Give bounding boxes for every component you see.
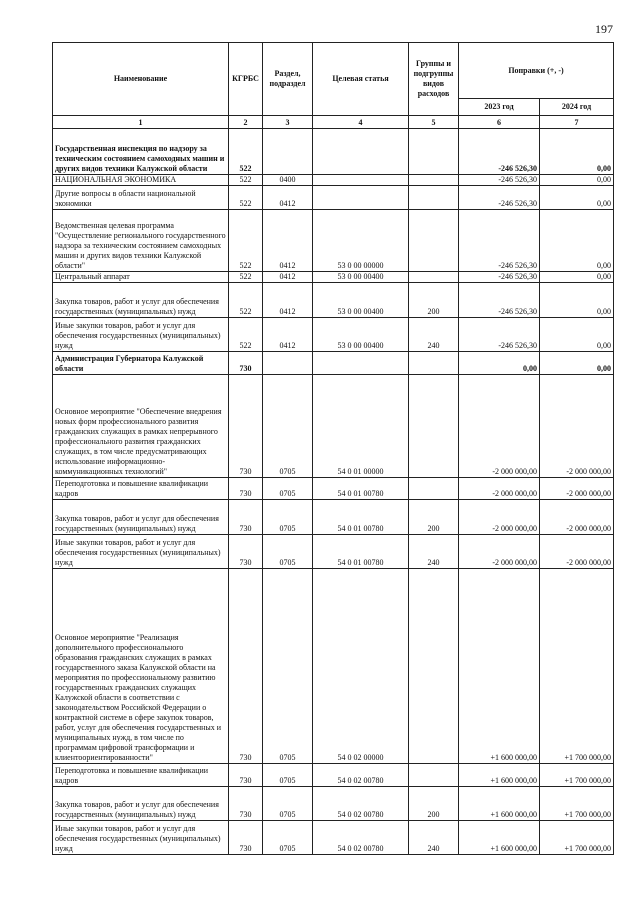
row-target-cell: 54 0 02 00780	[313, 764, 409, 787]
row-2024-cell: 0,00	[540, 129, 614, 175]
row-2023-cell: -2 000 000,00	[459, 478, 540, 500]
row-kgrbs-cell: 522	[229, 272, 263, 283]
row-target-cell: 54 0 02 00000	[313, 569, 409, 764]
row-section-cell: 0412	[263, 186, 313, 210]
row-2023-cell: +1 600 000,00	[459, 764, 540, 787]
row-name-cell: Закупка товаров, работ и услуг для обеспечения государственных (муниципальных) нужд	[53, 500, 229, 535]
row-name-cell: Иные закупки товаров, работ и услуг для обеспечения государственных (муниципальных) нужд	[53, 318, 229, 352]
row-kgrbs-cell: 522	[229, 283, 263, 318]
column-number: 1	[53, 116, 229, 129]
row-kgrbs-cell: 730	[229, 569, 263, 764]
header-name: Наименование	[53, 43, 229, 116]
row-group-cell	[409, 478, 459, 500]
row-section-cell: 0705	[263, 535, 313, 569]
row-2024-cell: +1 700 000,00	[540, 821, 614, 855]
row-name-cell: Основное мероприятие "Обеспечение внедрения новых форм профессионального развития гражданских служащих в рамках непрерывного профессионального развития гражданских служащих, в том числе предусматривающих использование информационно-коммуникационных технологий"	[53, 375, 229, 478]
row-name-cell: Другие вопросы в области национальной экономики	[53, 186, 229, 210]
row-kgrbs-cell: 522	[229, 318, 263, 352]
row-name-cell: Переподготовка и повышение квалификации кадров	[53, 478, 229, 500]
row-section-cell: 0705	[263, 500, 313, 535]
column-number: 7	[540, 116, 614, 129]
row-2023-cell: -2 000 000,00	[459, 535, 540, 569]
row-name-cell: Иные закупки товаров, работ и услуг для обеспечения государственных (муниципальных) нужд	[53, 821, 229, 855]
row-group-cell: 200	[409, 787, 459, 821]
table-row	[53, 764, 614, 787]
table-row	[53, 535, 614, 569]
row-2023-cell: -246 526,30	[459, 283, 540, 318]
row-target-cell	[313, 352, 409, 375]
row-name-cell: Центральный аппарат	[53, 272, 229, 283]
row-2024-cell: 0,00	[540, 283, 614, 318]
row-2023-cell: 0,00	[459, 352, 540, 375]
row-group-cell	[409, 129, 459, 175]
row-2024-cell: -2 000 000,00	[540, 535, 614, 569]
table-row	[53, 318, 614, 352]
row-kgrbs-cell: 730	[229, 821, 263, 855]
row-kgrbs-cell: 730	[229, 352, 263, 375]
row-section-cell: 0412	[263, 210, 313, 272]
row-name-cell: Иные закупки товаров, работ и услуг для обеспечения государственных (муниципальных) нужд	[53, 535, 229, 569]
row-target-cell: 53 0 00 00000	[313, 210, 409, 272]
table-row	[53, 500, 614, 535]
header-groups: Группы и подгруппы видов расходов	[409, 43, 459, 116]
row-target-cell: 54 0 01 00780	[313, 478, 409, 500]
table-row	[53, 210, 614, 272]
row-2023-cell: -246 526,30	[459, 186, 540, 210]
column-number: 4	[313, 116, 409, 129]
column-number: 5	[409, 116, 459, 129]
row-2023-cell: +1 600 000,00	[459, 569, 540, 764]
header-amendments: Поправки (+, -)	[459, 43, 614, 99]
budget-amendments-table	[52, 42, 614, 855]
header-year-2024: 2024 год	[540, 99, 614, 116]
row-section-cell: 0705	[263, 478, 313, 500]
row-section-cell: 0412	[263, 283, 313, 318]
table-row	[53, 129, 614, 175]
table-row	[53, 175, 614, 186]
row-2023-cell: -246 526,30	[459, 175, 540, 186]
row-kgrbs-cell: 730	[229, 478, 263, 500]
row-group-cell: 240	[409, 318, 459, 352]
page-number: 197	[595, 22, 613, 36]
table-row	[53, 821, 614, 855]
table-row	[53, 569, 614, 764]
row-name-cell: Ведомственная целевая программа "Осуществление регионального государственного надзора за техническим состоянием самоходных машин и других видов техники Калужской области"	[53, 210, 229, 272]
table-row	[53, 787, 614, 821]
row-2024-cell: 0,00	[540, 318, 614, 352]
row-target-cell: 54 0 01 00000	[313, 375, 409, 478]
row-2023-cell: -246 526,30	[459, 318, 540, 352]
row-kgrbs-cell: 522	[229, 186, 263, 210]
table-row	[53, 352, 614, 375]
row-name-cell: Основное мероприятие "Реализация дополнительного профессионального образования гражданских служащих в рамках государственного заказа Калужской области на мероприятия по профессиональному развитию государственных гражданских служащих Калужской области в соответствии с законодательством Российской Федерации о контрактной системе в сфере закупок товаров, работ, услуг для обеспечения государственных и муниципальных нужд, в том числе по программам цифровой трансформации и клиентоориентированности"	[53, 569, 229, 764]
header-target: Целевая статья	[313, 43, 409, 116]
row-target-cell: 54 0 02 00780	[313, 821, 409, 855]
header-kgrbs: КГРБС	[229, 43, 263, 116]
row-kgrbs-cell: 730	[229, 500, 263, 535]
row-target-cell: 53 0 00 00400	[313, 318, 409, 352]
row-section-cell: 0705	[263, 764, 313, 787]
row-2023-cell: +1 600 000,00	[459, 821, 540, 855]
row-2024-cell: 0,00	[540, 186, 614, 210]
table-row	[53, 186, 614, 210]
row-target-cell	[313, 129, 409, 175]
row-2023-cell: -246 526,30	[459, 210, 540, 272]
table-row	[53, 478, 614, 500]
row-2024-cell: +1 700 000,00	[540, 764, 614, 787]
column-number: 2	[229, 116, 263, 129]
row-2024-cell: 0,00	[540, 175, 614, 186]
header-row	[53, 43, 614, 99]
row-section-cell: 0705	[263, 375, 313, 478]
row-name-cell: НАЦИОНАЛЬНАЯ ЭКОНОМИКА	[53, 175, 229, 186]
row-kgrbs-cell: 522	[229, 129, 263, 175]
row-target-cell: 54 0 02 00780	[313, 787, 409, 821]
row-group-cell	[409, 569, 459, 764]
row-2023-cell: -246 526,30	[459, 272, 540, 283]
row-2024-cell: -2 000 000,00	[540, 375, 614, 478]
row-group-cell	[409, 210, 459, 272]
row-section-cell: 0705	[263, 787, 313, 821]
row-2023-cell: +1 600 000,00	[459, 787, 540, 821]
row-2023-cell: -246 526,30	[459, 129, 540, 175]
row-section-cell: 0705	[263, 569, 313, 764]
row-target-cell	[313, 175, 409, 186]
row-group-cell: 200	[409, 500, 459, 535]
row-group-cell: 240	[409, 535, 459, 569]
row-kgrbs-cell: 730	[229, 787, 263, 821]
row-target-cell	[313, 186, 409, 210]
row-2024-cell: 0,00	[540, 352, 614, 375]
row-kgrbs-cell: 730	[229, 535, 263, 569]
row-target-cell: 53 0 00 00400	[313, 283, 409, 318]
row-2024-cell: +1 700 000,00	[540, 787, 614, 821]
row-group-cell	[409, 175, 459, 186]
row-2024-cell: 0,00	[540, 210, 614, 272]
table-row	[53, 375, 614, 478]
row-kgrbs-cell: 522	[229, 210, 263, 272]
row-target-cell: 53 0 00 00400	[313, 272, 409, 283]
column-number: 3	[263, 116, 313, 129]
row-group-cell: 200	[409, 283, 459, 318]
header-year-2023: 2023 год	[459, 99, 540, 116]
row-2023-cell: -2 000 000,00	[459, 500, 540, 535]
row-group-cell: 240	[409, 821, 459, 855]
row-2024-cell: 0,00	[540, 272, 614, 283]
row-section-cell: 0412	[263, 272, 313, 283]
row-name-cell: Государственная инспекция по надзору за техническим состоянием самоходных машин и других видов техники Калужской области	[53, 129, 229, 175]
row-group-cell	[409, 272, 459, 283]
header-section: Раздел, подраздел	[263, 43, 313, 116]
row-group-cell	[409, 352, 459, 375]
row-section-cell: 0705	[263, 821, 313, 855]
row-group-cell	[409, 375, 459, 478]
column-number: 6	[459, 116, 540, 129]
row-name-cell: Администрация Губернатора Калужской области	[53, 352, 229, 375]
table-row	[53, 283, 614, 318]
row-2024-cell: -2 000 000,00	[540, 500, 614, 535]
row-name-cell: Закупка товаров, работ и услуг для обеспечения государственных (муниципальных) нужд	[53, 787, 229, 821]
row-2024-cell: +1 700 000,00	[540, 569, 614, 764]
table-body	[53, 129, 614, 855]
row-section-cell: 0400	[263, 175, 313, 186]
row-kgrbs-cell: 730	[229, 764, 263, 787]
row-group-cell	[409, 186, 459, 210]
row-name-cell: Переподготовка и повышение квалификации кадров	[53, 764, 229, 787]
row-2023-cell: -2 000 000,00	[459, 375, 540, 478]
row-target-cell: 54 0 01 00780	[313, 535, 409, 569]
row-section-cell	[263, 129, 313, 175]
row-target-cell: 54 0 01 00780	[313, 500, 409, 535]
row-name-cell: Закупка товаров, работ и услуг для обеспечения государственных (муниципальных) нужд	[53, 283, 229, 318]
row-group-cell	[409, 764, 459, 787]
column-numbers-row	[53, 116, 614, 129]
row-kgrbs-cell: 730	[229, 375, 263, 478]
table-row	[53, 272, 614, 283]
row-2024-cell: -2 000 000,00	[540, 478, 614, 500]
row-kgrbs-cell: 522	[229, 175, 263, 186]
row-section-cell	[263, 352, 313, 375]
row-section-cell: 0412	[263, 318, 313, 352]
